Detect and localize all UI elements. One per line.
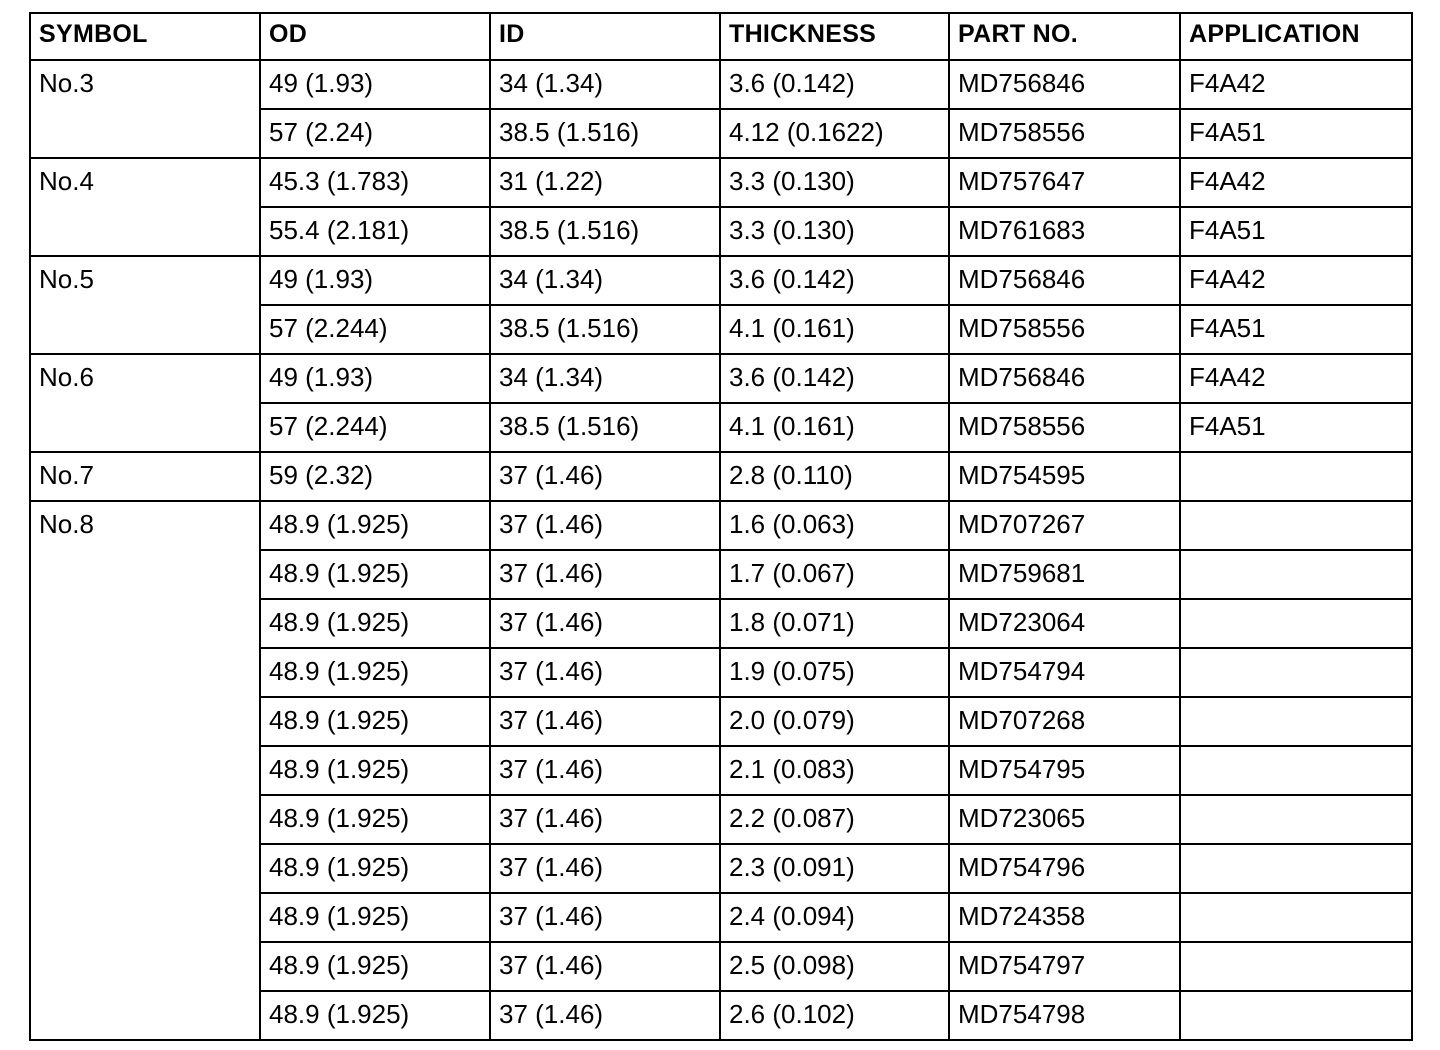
part-no-cell: MD758556: [949, 403, 1180, 452]
thickness-cell: 1.9 (0.075): [720, 648, 949, 697]
id-cell: 34 (1.34): [490, 60, 720, 109]
application-cell: F4A51: [1180, 403, 1412, 452]
table-row: [30, 452, 1412, 501]
od-cell: 48.9 (1.925): [260, 844, 490, 893]
od-cell: 48.9 (1.925): [260, 746, 490, 795]
od-cell: 57 (2.24): [260, 109, 490, 158]
application-cell: F4A42: [1180, 256, 1412, 305]
id-cell: 37 (1.46): [490, 991, 720, 1040]
od-cell: 55.4 (2.181): [260, 207, 490, 256]
part-no-cell: MD759681: [949, 550, 1180, 599]
id-cell: 37 (1.46): [490, 697, 720, 746]
thickness-cell: 2.0 (0.079): [720, 697, 949, 746]
part-no-cell: MD756846: [949, 60, 1180, 109]
od-cell: 48.9 (1.925): [260, 599, 490, 648]
application-cell: [1180, 893, 1412, 942]
application-cell: [1180, 795, 1412, 844]
application-cell: [1180, 942, 1412, 991]
part-no-cell: MD754797: [949, 942, 1180, 991]
thickness-cell: 3.6 (0.142): [720, 354, 949, 403]
od-cell: 45.3 (1.783): [260, 158, 490, 207]
application-cell: F4A51: [1180, 305, 1412, 354]
od-cell: 49 (1.93): [260, 60, 490, 109]
header-part-no: PART NO.: [949, 13, 1180, 60]
spec-table: [29, 12, 1413, 1041]
symbol-cell: No.8: [30, 501, 260, 1040]
application-cell: [1180, 697, 1412, 746]
od-cell: 49 (1.93): [260, 354, 490, 403]
od-cell: 57 (2.244): [260, 403, 490, 452]
application-cell: [1180, 501, 1412, 550]
part-no-cell: MD754796: [949, 844, 1180, 893]
thickness-cell: 2.1 (0.083): [720, 746, 949, 795]
part-no-cell: MD707267: [949, 501, 1180, 550]
part-no-cell: MD761683: [949, 207, 1180, 256]
part-no-cell: MD758556: [949, 305, 1180, 354]
part-no-cell: MD756846: [949, 354, 1180, 403]
part-no-cell: MD757647: [949, 158, 1180, 207]
application-cell: [1180, 991, 1412, 1040]
application-cell: [1180, 599, 1412, 648]
application-cell: [1180, 844, 1412, 893]
id-cell: 37 (1.46): [490, 648, 720, 697]
part-no-cell: MD754794: [949, 648, 1180, 697]
part-no-cell: MD754795: [949, 746, 1180, 795]
table-header: [30, 13, 1412, 60]
thickness-cell: 2.6 (0.102): [720, 991, 949, 1040]
thickness-cell: 2.8 (0.110): [720, 452, 949, 501]
application-cell: [1180, 550, 1412, 599]
id-cell: 38.5 (1.516): [490, 207, 720, 256]
od-cell: 59 (2.32): [260, 452, 490, 501]
header-id: ID: [490, 13, 720, 60]
thickness-cell: 3.6 (0.142): [720, 256, 949, 305]
application-cell: F4A51: [1180, 207, 1412, 256]
symbol-cell: No.7: [30, 452, 260, 501]
thickness-cell: 2.5 (0.098): [720, 942, 949, 991]
part-no-cell: MD723064: [949, 599, 1180, 648]
part-no-cell: MD707268: [949, 697, 1180, 746]
part-no-cell: MD723065: [949, 795, 1180, 844]
od-cell: 48.9 (1.925): [260, 795, 490, 844]
part-no-cell: MD724358: [949, 893, 1180, 942]
symbol-cell: No.6: [30, 354, 260, 452]
od-cell: 48.9 (1.925): [260, 893, 490, 942]
table-row: [30, 354, 1412, 403]
id-cell: 37 (1.46): [490, 893, 720, 942]
application-cell: F4A42: [1180, 158, 1412, 207]
id-cell: 37 (1.46): [490, 452, 720, 501]
thickness-cell: 4.1 (0.161): [720, 305, 949, 354]
header-application: APPLICATION: [1180, 13, 1412, 60]
id-cell: 37 (1.46): [490, 599, 720, 648]
thickness-cell: 2.4 (0.094): [720, 893, 949, 942]
thickness-cell: 3.3 (0.130): [720, 158, 949, 207]
application-cell: F4A42: [1180, 354, 1412, 403]
id-cell: 34 (1.34): [490, 354, 720, 403]
header-od: OD: [260, 13, 490, 60]
od-cell: 49 (1.93): [260, 256, 490, 305]
id-cell: 37 (1.46): [490, 942, 720, 991]
table-row: [30, 60, 1412, 109]
od-cell: 48.9 (1.925): [260, 648, 490, 697]
od-cell: 48.9 (1.925): [260, 550, 490, 599]
application-cell: F4A51: [1180, 109, 1412, 158]
od-cell: 48.9 (1.925): [260, 501, 490, 550]
id-cell: 37 (1.46): [490, 550, 720, 599]
table-row: [30, 501, 1412, 550]
id-cell: 38.5 (1.516): [490, 403, 720, 452]
application-cell: [1180, 648, 1412, 697]
symbol-cell: No.3: [30, 60, 260, 158]
table-row: [30, 256, 1412, 305]
id-cell: 34 (1.34): [490, 256, 720, 305]
part-no-cell: MD754595: [949, 452, 1180, 501]
od-cell: 48.9 (1.925): [260, 697, 490, 746]
thickness-cell: 4.1 (0.161): [720, 403, 949, 452]
id-cell: 37 (1.46): [490, 795, 720, 844]
header-thickness: THICKNESS: [720, 13, 949, 60]
part-no-cell: MD756846: [949, 256, 1180, 305]
od-cell: 57 (2.244): [260, 305, 490, 354]
symbol-cell: No.5: [30, 256, 260, 354]
application-cell: F4A42: [1180, 60, 1412, 109]
thickness-cell: 4.12 (0.1622): [720, 109, 949, 158]
thickness-cell: 3.3 (0.130): [720, 207, 949, 256]
application-cell: [1180, 746, 1412, 795]
thickness-cell: 2.3 (0.091): [720, 844, 949, 893]
header-symbol: SYMBOL: [30, 13, 260, 60]
table-body: [30, 60, 1412, 1040]
symbol-cell: No.4: [30, 158, 260, 256]
od-cell: 48.9 (1.925): [260, 942, 490, 991]
thickness-cell: 3.6 (0.142): [720, 60, 949, 109]
id-cell: 38.5 (1.516): [490, 305, 720, 354]
id-cell: 31 (1.22): [490, 158, 720, 207]
thickness-cell: 1.8 (0.071): [720, 599, 949, 648]
thickness-cell: 1.7 (0.067): [720, 550, 949, 599]
thickness-cell: 1.6 (0.063): [720, 501, 949, 550]
thickness-cell: 2.2 (0.087): [720, 795, 949, 844]
id-cell: 37 (1.46): [490, 844, 720, 893]
id-cell: 37 (1.46): [490, 746, 720, 795]
part-no-cell: MD754798: [949, 991, 1180, 1040]
header-row: [30, 13, 1412, 60]
application-cell: [1180, 452, 1412, 501]
part-no-cell: MD758556: [949, 109, 1180, 158]
id-cell: 37 (1.46): [490, 501, 720, 550]
id-cell: 38.5 (1.516): [490, 109, 720, 158]
table-row: [30, 158, 1412, 207]
od-cell: 48.9 (1.925): [260, 991, 490, 1040]
